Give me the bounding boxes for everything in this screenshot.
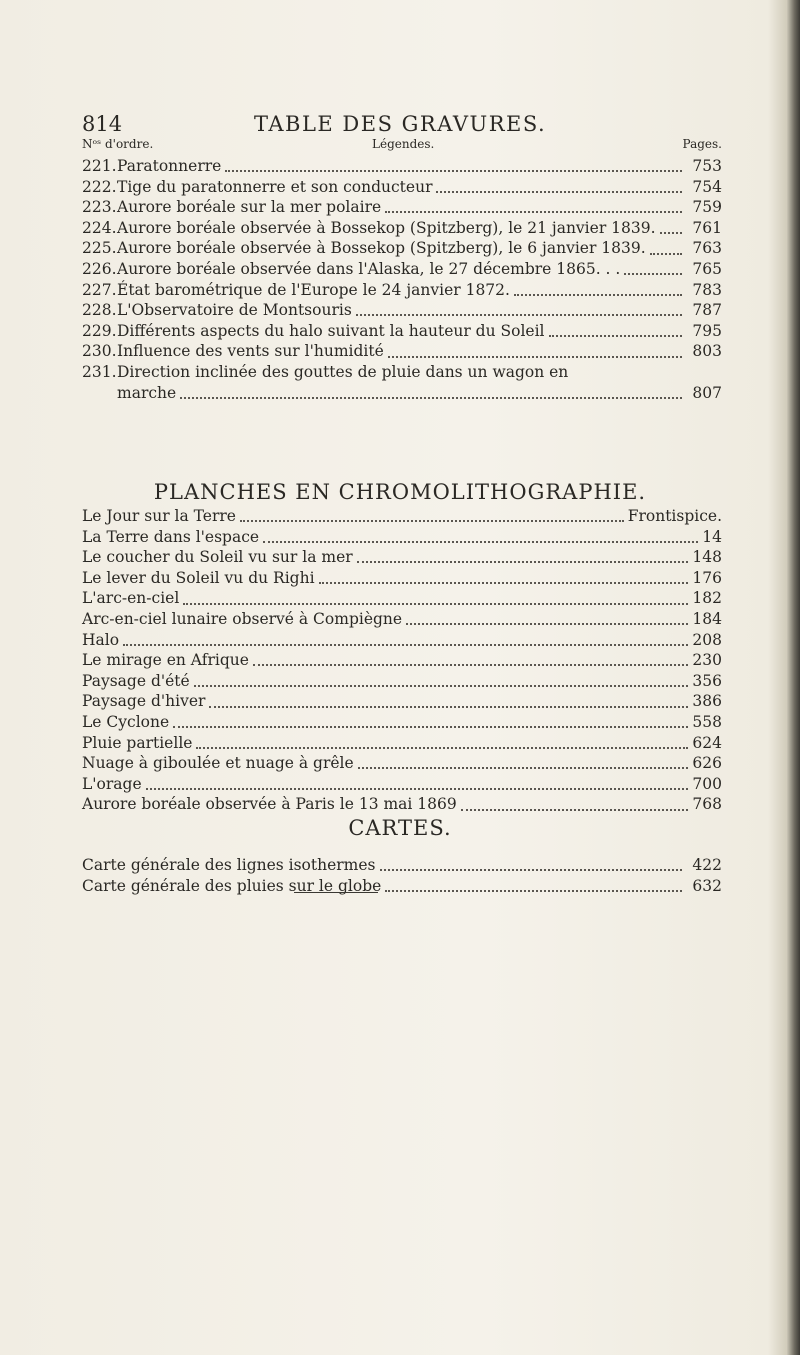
cartes-title: CARTES. — [348, 816, 452, 840]
leader-dots — [650, 253, 682, 255]
entry-page: 763 — [692, 239, 722, 258]
entry-page: 754 — [692, 177, 722, 196]
leader-dots — [319, 582, 689, 584]
entry-page: 783 — [692, 280, 722, 299]
toc-row — [82, 384, 722, 405]
entry-title: Tige du paratonnerre et son conducteur — [117, 177, 433, 196]
toc-row — [82, 795, 722, 816]
entry-title: Influence des vents sur l'humidité — [117, 342, 384, 361]
entry-title: Carte générale des lignes isothermes — [82, 856, 376, 874]
toc-row — [82, 198, 722, 219]
entry-title: Aurore boréale sur la mer polaire — [117, 198, 382, 217]
toc-row — [82, 178, 722, 199]
entry-page: 176 — [692, 568, 722, 587]
entry-number: 227. — [82, 280, 117, 299]
entry-page: 208 — [692, 630, 722, 649]
entry-page: Frontispice. — [627, 507, 722, 525]
leader-dots — [356, 314, 682, 316]
leader-dots — [660, 232, 682, 234]
toc-row — [82, 672, 722, 693]
toc-row — [82, 610, 722, 631]
entry-page: 356 — [692, 671, 722, 690]
entry-page: 422 — [692, 856, 722, 874]
entry-title: Paratonnerre — [117, 157, 222, 175]
toc-row — [82, 754, 722, 775]
entry-page: 795 — [692, 321, 722, 340]
entry-title: Paysage d'été — [82, 671, 190, 690]
entry-page: 14 — [702, 527, 722, 546]
leader-dots — [196, 747, 688, 749]
toc-row — [82, 301, 722, 322]
leader-dots — [225, 170, 682, 172]
entry-page: 700 — [692, 774, 722, 793]
gravures-list — [82, 157, 722, 404]
column-header-number: Nᵒˢ d'ordre. — [82, 137, 154, 151]
page-header — [82, 112, 722, 138]
entry-page: 624 — [692, 733, 722, 752]
toc-row — [82, 239, 722, 260]
entry-page: 386 — [692, 692, 722, 711]
leader-dots — [624, 273, 682, 275]
entry-page: 753 — [692, 157, 722, 175]
toc-row — [82, 157, 722, 178]
toc-row — [82, 528, 722, 549]
toc-row — [82, 692, 722, 713]
entry-number: 223. — [82, 198, 117, 217]
end-rule — [294, 892, 378, 893]
toc-row — [82, 651, 722, 672]
entry-page: 803 — [692, 342, 722, 361]
entry-page: 632 — [692, 876, 722, 895]
toc-row — [82, 281, 722, 302]
leader-dots — [549, 335, 682, 337]
leader-dots — [357, 561, 689, 563]
column-header-pages: Pages. — [682, 137, 722, 151]
toc-row — [82, 569, 722, 590]
page-number: 814 — [82, 112, 123, 136]
entry-title: L'orage — [82, 774, 142, 793]
toc-row — [82, 342, 722, 363]
toc-row — [82, 775, 722, 796]
entry-page: 768 — [692, 795, 722, 814]
leader-dots — [209, 706, 688, 708]
entry-page: 230 — [692, 651, 722, 670]
entry-title: Aurore boréale observée dans l'Alaska, le 27 décembre 1865. . . — [117, 259, 621, 278]
leader-dots — [514, 294, 682, 296]
toc-row — [82, 260, 722, 281]
entry-title: État barométrique de l'Europe le 24 janvier 1872. — [117, 280, 510, 299]
entry-page: 626 — [692, 754, 722, 773]
leader-dots — [385, 211, 682, 213]
entry-number: 224. — [82, 218, 117, 237]
entry-title: Le Cyclone — [82, 712, 170, 731]
entry-page: 148 — [692, 548, 722, 567]
entry-title: Carte générale des pluies sur le globe — [82, 876, 382, 895]
page-edge — [786, 0, 800, 1355]
leader-dots — [263, 541, 698, 543]
entry-number: 231. — [82, 362, 117, 381]
entry-number: 230. — [82, 342, 117, 361]
leader-dots — [173, 726, 688, 728]
entry-number: 225. — [82, 239, 117, 258]
leader-dots — [406, 623, 688, 625]
leader-dots — [240, 520, 624, 522]
entry-title: Aurore boréale observée à Bossekop (Spitzberg), le 21 janvier 1839. — [117, 218, 656, 237]
entry-number: 221. — [82, 157, 117, 175]
toc-row — [82, 589, 722, 610]
entry-title: Différents aspects du halo suivant la hauteur du Soleil — [117, 321, 545, 340]
column-headers — [82, 137, 722, 153]
toc-row — [82, 734, 722, 755]
leader-dots — [183, 603, 688, 605]
entry-page: 765 — [692, 259, 722, 278]
entry-title: Arc-en-ciel lunaire observé à Compiègne — [82, 609, 403, 628]
entry-page: 759 — [692, 198, 722, 217]
leader-dots — [194, 685, 689, 687]
entry-title: Nuage à giboulée et nuage à grêle — [82, 754, 354, 773]
entry-title: La Terre dans l'espace — [82, 527, 260, 546]
leader-dots — [253, 664, 689, 666]
entry-title: marche — [117, 383, 177, 402]
leader-dots — [358, 767, 689, 769]
toc-row — [82, 877, 722, 898]
leader-dots — [385, 890, 682, 892]
column-header-legend: Légendes. — [372, 137, 435, 151]
leader-dots — [436, 191, 682, 193]
leader-dots — [123, 644, 688, 646]
toc-row — [82, 322, 722, 343]
entry-title: Le coucher du Soleil vu sur la mer — [82, 548, 353, 567]
entry-title: Direction inclinée des gouttes de pluie dans un wagon en — [117, 362, 569, 381]
entry-page: 182 — [692, 589, 722, 608]
planches-title: PLANCHES EN CHROMOLITHOGRAPHIE. — [153, 480, 647, 504]
toc-row — [82, 507, 722, 528]
entry-number: 226. — [82, 259, 117, 278]
cartes-list — [82, 856, 722, 897]
toc-row — [82, 713, 722, 734]
leader-dots — [388, 356, 682, 358]
entry-number: 222. — [82, 177, 117, 196]
entry-title: Le lever du Soleil vu du Righi — [82, 568, 315, 587]
page-title: TABLE DES GRAVURES. — [254, 112, 547, 136]
leader-dots — [380, 869, 682, 871]
entry-title: Aurore boréale observée à Bossekop (Spitzberg), le 6 janvier 1839. — [117, 239, 646, 258]
entry-title: Paysage d'hiver — [82, 692, 206, 711]
toc-row — [82, 856, 722, 877]
entry-title: L'arc-en-ciel — [82, 589, 180, 608]
leader-dots — [180, 397, 682, 399]
toc-row — [82, 363, 722, 384]
entry-title: Halo — [82, 630, 120, 649]
entry-title: Aurore boréale observée à Paris le 13 mai 1869 — [82, 795, 457, 814]
toc-row — [82, 548, 722, 569]
entry-title: L'Observatoire de Montsouris — [117, 301, 352, 320]
entry-page: 558 — [692, 712, 722, 731]
entry-page: 761 — [692, 218, 722, 237]
entry-number: 229. — [82, 321, 117, 340]
entry-title: Pluie partielle — [82, 733, 193, 752]
toc-row — [82, 631, 722, 652]
leader-dots — [461, 809, 689, 811]
entry-title: Le Jour sur la Terre — [82, 507, 236, 525]
entry-number: 228. — [82, 301, 117, 320]
planches-list — [82, 507, 722, 816]
leader-dots — [146, 788, 689, 790]
entry-page: 807 — [692, 383, 722, 402]
entry-page: 787 — [692, 301, 722, 320]
entry-title: Le mirage en Afrique — [82, 651, 249, 670]
entry-page: 184 — [692, 609, 722, 628]
toc-row — [82, 219, 722, 240]
